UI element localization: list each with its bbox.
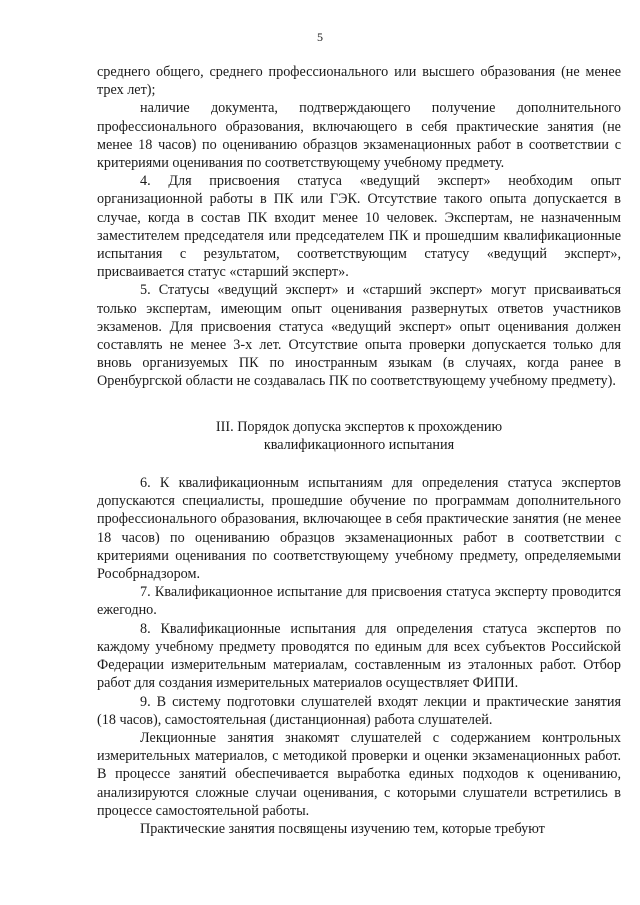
document-body bbox=[97, 63, 621, 838]
page-number: 5 bbox=[317, 30, 323, 44]
paragraph: 5. Статусы «ведущий эксперт» и «старший эксперт» могут присваиваться только экспертам, имеющим опыт оценивания развернутых ответов участников экзаменов. Для присвоения статуса «ведущий эксперт» опыт оценивания должен составлять не менее 3-х лет. Отсутствие опыта проверки допускается только для вновь организуемых ПК по иностранным языкам (в случаях, когда ранее в Оренбургской области не создавалась ПК по соответствующему учебному предмету). bbox=[97, 282, 621, 390]
paragraph: 8. Квалификационные испытания для определения статуса экспертов по каждому учебному предмету проводятся по единым для всех субъектов Российской Федерации измерительным материалам, составленным из эталонных работ. Отбор работ для создания измерительных материалов осуществляет ФИПИ. bbox=[97, 620, 621, 692]
paragraph: 4. Для присвоения статуса «ведущий эксперт» необходим опыт организационной работы в ПК или ГЭК. Отсутствие такого опыта допускается в случае, когда в состав ПК входит менее 10 человек. Экспертам, не назначенным заместителем председателя или председателем ПК и прошедшим квалификационные испытания с результатом, соответствующим статусу «ведущий эксперт», присваивается статус «старший эксперт». bbox=[97, 173, 621, 281]
paragraph: 9. В систему подготовки слушателей входят лекции и практические занятия (18 часов), самостоятельная (дистанционная) работа слушателей. bbox=[97, 693, 621, 728]
paragraph: 7. Квалификационное испытание для присвоения статуса эксперту проводится ежегодно. bbox=[97, 584, 621, 619]
paragraph: 6. К квалификационным испытаниям для определения статуса экспертов допускаются специалисты, прошедшие обучение по программам дополнительного профессионального образования, включающее в себя практические занятия (не менее 18 часов) по оцениванию образцов экзаменационных работ в соответствии с критериями оценивания по соответствующему учебному предмету, определяемыми Рособрнадзором. bbox=[97, 475, 621, 583]
paragraph: Практические занятия посвящены изучению тем, которые требуют bbox=[140, 820, 545, 837]
section-heading-line: квалификационного испытания bbox=[263, 436, 455, 453]
section-heading-line: III. Порядок допуска экспертов к прохождению bbox=[215, 418, 503, 435]
paragraph: наличие документа, подтверждающего получение дополнительного профессионального образования, включающего в себя практические занятия (не менее 18 часов) по оцениванию образцов экзаменационных работ в соответствии с критериями оценивания по соответствующему учебному предмету. bbox=[97, 100, 621, 172]
paragraph: Лекционные занятия знакомят слушателей с содержанием контрольных измерительных материалов, с методикой проверки и оценки экзаменационных работ. В процессе занятий обеспечивается выработка единых подходов к оцениванию, анализируются сложные случаи оценивания, с которыми слушатели встретились в процессе самостоятельной работы. bbox=[97, 729, 621, 819]
section-heading bbox=[97, 418, 621, 454]
paragraph: среднего общего, среднего профессионального или высшего образования (не менее трех лет); bbox=[97, 64, 621, 99]
